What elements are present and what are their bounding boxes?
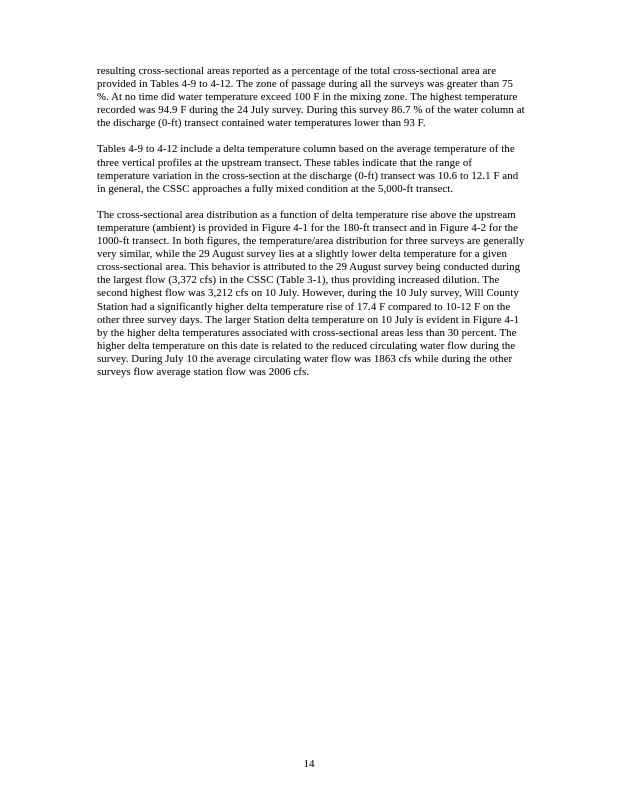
paragraph-2: Tables 4-9 to 4-12 include a delta temperature column based on the average temperature of the three vertical profiles at the upstream transect. These tables indicate that the range of temperature variation in the cross-section at the discharge (0-ft) transect was 10.6 to 12.1 F and in general, the CSSC approaches a fully mixed condition at the 5,000-ft transect.	[97, 143, 519, 195]
paragraph-1: resulting cross-sectional areas reported as a percentage of the total cross-sectional area are provided in Tables 4-9 to 4-12. The zone of passage during all the surveys was greater than 75 %. At no time did water temperature exceed 100 F in the mixing zone. The highest temperature recorded was 94.9 F during the 24 July survey. During this survey 86.7 % of the water column at the discharge (0-ft) transect contained water temperatures lower than 93 F.	[97, 65, 525, 130]
paragraph-3: The cross-sectional area distribution as a function of delta temperature rise above the upstream temperature (ambient) is provided in Figure 4-1 for the 180-ft transect and in Figure 4-2 for the 1000-ft transect. In both figures, the temperature/area distribution for three surveys are generally very similar, while the 29 August survey lies at a slightly lower delta temperature for a given cross-sectional area. This behavior is attributed to the 29 August survey being conducted during the largest flow (3,372 cfs) in the CSSC (Table 3-1), thus providing increased dilution. The second highest flow was 3,212 cfs on 10 July. However, during the 10 July survey, Will County Station had a significantly higher delta temperature rise of 17.4 F compared to 10-12 F on the other three survey days. The larger Station delta temperature on 10 July is evident in Figure 4-1 by the higher delta temperatures associated with cross-sectional areas less than 30 percent. The higher delta temperature on this date is related to the reduced circulating water flow during the survey. During July 10 the average circulating water flow was 1863 cfs while during the other surveys flow average station flow was 2006 cfs.	[97, 208, 525, 378]
page-number: 14	[303, 758, 315, 770]
page-content	[97, 65, 525, 392]
